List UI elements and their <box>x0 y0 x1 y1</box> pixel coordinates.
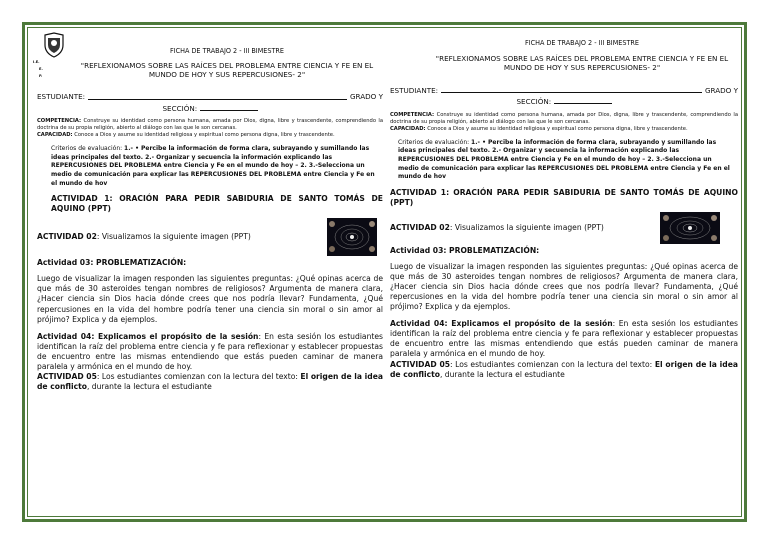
asteroid-orbit-image <box>660 212 720 244</box>
competencia-block <box>390 112 738 133</box>
activity-2 <box>37 232 251 242</box>
activity-2 <box>390 223 604 233</box>
grade-label: GRADO Y <box>704 85 738 95</box>
capacidad-text: Conoce a Dios y asume su identidad religiosa y espiritual como persona digna, libre y trascendente. <box>72 132 335 139</box>
competencia-block <box>37 118 383 139</box>
criterios-label: Criterios de evaluación: <box>398 138 472 146</box>
worksheet-title: FICHA DE TRABAJO 2 - III BIMESTRE <box>169 46 285 55</box>
asteroid-orbit-image <box>327 218 377 256</box>
activity-2-label: ACTIVIDAD 02 <box>37 232 97 242</box>
student-name-field[interactable] <box>88 92 347 100</box>
worksheet-title: FICHA DE TRABAJO 2 - III BIMESTRE <box>524 38 640 47</box>
problem-questions: Luego de visualizar la imagen responden las siguientes preguntas: ¿Qué opinas acerca de que más de 30 asteroides tengan nombres de religiosos? Argumenta de manera clara, ¿Hacer ciencia sin Dios hacia dónde crees que nos podría llevar? Fundamenta, ¿Qué repercusiones en la vida del hombre podría tener una ciencia sin moral o sin amor al prójimo? Explica y da ejemplos. <box>37 274 383 324</box>
capacidad-label: CAPACIDAD: <box>390 125 426 132</box>
activity-5-end: , durante la lectura el estudiante <box>439 369 565 379</box>
activity-4-label: Actividad 04: Explicamos el propósito de la sesión <box>37 331 259 341</box>
criterios-label: Criterios de evaluación: <box>51 145 125 153</box>
competencia-label: COMPETENCIA: <box>390 111 435 118</box>
competencia-label: COMPETENCIA: <box>37 118 82 124</box>
section-field[interactable] <box>554 103 612 104</box>
activity-3: Actividad 03: PROBLEMATIZACIÓN: <box>390 245 540 255</box>
competencia-text: Construye su identidad como persona humana, amada por Dios, digna, libre y trascendente, comprendiendo la doctrina de su propia religión, abierto al diálogo con las que le son cercanas. <box>390 111 738 125</box>
activity-3: Actividad 03: PROBLEMATIZACIÓN: <box>37 258 187 268</box>
grade-label: GRADO Y <box>349 92 383 101</box>
activity-4-text: : En esta sesión los estudiantes identifican la raíz del problema entre ciencia y fe para reflexionar y establecer propuestas de encuentro entre las mismas entendiendo que estás pueden caminar de manera paralela y armónica en el mundo de hoy. <box>37 331 383 371</box>
worksheet-right <box>390 32 738 380</box>
criterios-text: 1.- • Percibe la información de forma clara, subrayando y sumillando las ideas principales del texto. 2.- Organizar y secuencia la información explicando las REPERCUSIONES DEL PROBLEMA entre Ciencia y Fe en el mundo de hoy – 2. 3.-Selecciona un medio de comunicación para explicar las REPERCUSIONES DEL PROBLEMA entre Ciencia y Fe en el mundo de hov <box>51 145 375 187</box>
session-title: "REFLEXIONAMOS SOBRE LAS RAÍCES DEL PROBLEMA ENTRE CIENCIA Y FE EN EL MUNDO DE HOY Y SUS REPERCUSIONES- 2" <box>435 53 729 72</box>
activity-5-title: El origen de la idea de conflicto <box>390 359 738 379</box>
activity-5-end: , durante la lectura el estudiante <box>86 382 212 392</box>
logo-text-line-3: P. <box>39 74 43 78</box>
shield-crest-icon <box>43 32 65 58</box>
activity-4-5 <box>390 319 738 380</box>
section-label: SECCIÓN: <box>162 103 198 113</box>
capacidad-label: CAPACIDAD: <box>37 132 73 139</box>
activity-2-text: : Visualizamos la siguiente imagen (PPT) <box>449 222 604 232</box>
criterios-block <box>398 139 730 182</box>
competencia-text: Construye su identidad como persona humana, amada por Dios, digna, libre y trascendente, comprendiendo la doctrina de su propia religión, abierto al diálogo con las que le son cercanas. <box>37 118 383 132</box>
activity-5-text: : Los estudiantes comienzan con la lectura del texto: <box>96 372 301 382</box>
worksheet-left <box>33 32 383 392</box>
school-logo <box>33 32 71 86</box>
activity-4-label: Actividad 04: Explicamos el propósito de la sesión <box>390 319 613 329</box>
activity-4-5 <box>37 332 383 393</box>
activity-5-label: ACTIVIDAD 05 <box>390 359 451 369</box>
section-label: SECCIÓN: <box>516 97 552 106</box>
activity-2-label: ACTIVIDAD 02 <box>390 222 450 232</box>
logo-text-line-2: E. <box>39 67 43 71</box>
activity-4-text: : En esta sesión los estudiantes identifican la raíz del problema entre ciencia y fe para reflexionar y establecer propuestas de encuentro entre las mismas entendiendo que estás pueden caminar de manera paralela y armónica en el mundo de hoy. <box>390 319 738 359</box>
logo-text-line-1: I.E. <box>33 60 40 64</box>
activity-5-label: ACTIVIDAD 05 <box>37 372 97 382</box>
problem-questions: Luego de visualizar la imagen responden las siguientes preguntas: ¿Qué opinas acerca de que más de 30 asteroides tengan nombres de religiosos? Argumenta de manera clara, ¿Hacer ciencia sin Dios hacia dónde crees que nos podría llevar? Fundamenta, ¿Qué repercusiones en la vida del hombre podría tener una ciencia sin moral o sin amor al prójimo? Explica y da ejemplos. <box>390 261 738 312</box>
criterios-text: 1.- • Percibe la información de forma clara, subrayando y sumillando las ideas principales del texto. 2.- Organizar y secuencia la información explicando las REPERCUSIONES DEL PROBLEMA entre Ciencia y Fe en el mundo de hoy – 2. 3.-Selecciona un medio de comunicación para explicar las REPERCUSIONES DEL PROBLEMA entre Ciencia y Fe en el mundo de hov <box>398 138 730 181</box>
session-title: "REFLEXIONAMOS SOBRE LAS RAÍCES DEL PROBLEMA ENTRE CIENCIA Y FE EN EL MUNDO DE HOY Y SUS REPERCUSIONES- 2" <box>80 60 374 79</box>
capacidad-text: Conoce a Dios y asume su identidad religiosa y espiritual como persona digna, libre y trascendente. <box>425 125 688 132</box>
activity-2-text: : Visualizamos la siguiente imagen (PPT) <box>96 232 251 242</box>
criterios-block <box>51 145 375 188</box>
student-name-field[interactable] <box>441 86 702 94</box>
activity-5-text: : Los estudiantes comienzan con la lectura del texto: <box>450 359 655 369</box>
activity-1: ACTIVIDAD 1: ORACIÓN PARA PEDIR SABIDURIA DE SANTO TOMÁS DE AQUINO (PPT) <box>390 187 738 207</box>
activity-1: ACTIVIDAD 1: ORACIÓN PARA PEDIR SABIDURIA DE SANTO TOMÁS DE AQUINO (PPT) <box>51 194 383 214</box>
activity-5-title: El origen de la idea de conflicto <box>37 372 383 392</box>
section-field[interactable] <box>200 110 258 111</box>
student-label: ESTUDIANTE: <box>37 92 86 101</box>
student-label: ESTUDIANTE: <box>390 85 439 95</box>
